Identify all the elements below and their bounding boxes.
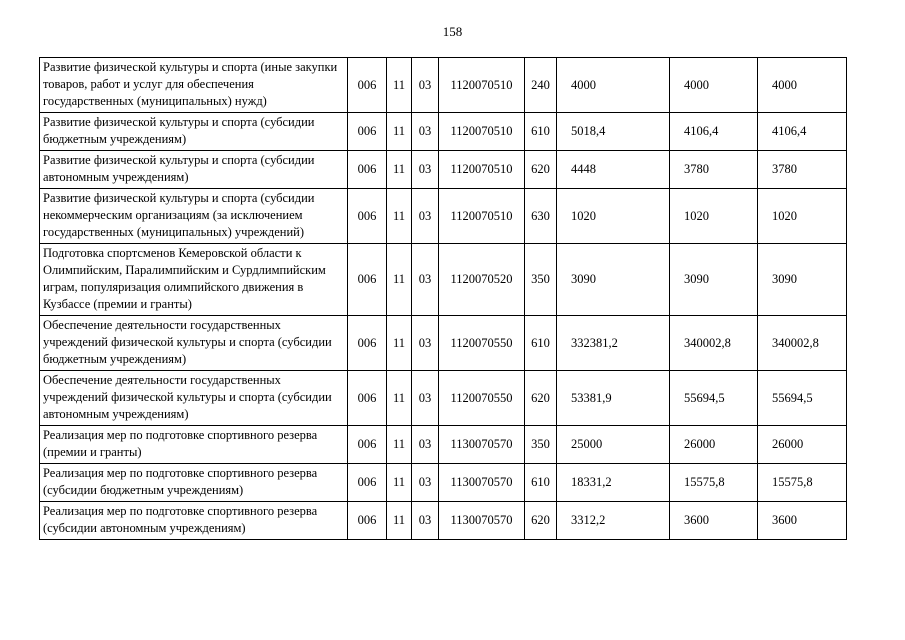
expense-name-cell: Реализация мер по подготовке спортивного резерва (премии и гранты)	[40, 426, 348, 464]
target-article-cell: 1130070570	[439, 426, 525, 464]
table-row	[40, 502, 847, 540]
ministry-code-cell: 006	[348, 189, 387, 244]
expense-name-cell: Реализация мер по подготовке спортивного резерва (субсидии автономным учреждениям)	[40, 502, 348, 540]
ministry-code-cell: 006	[348, 426, 387, 464]
subsection-code-cell: 03	[412, 426, 439, 464]
ministry-code-cell: 006	[348, 58, 387, 113]
amount-year-3-cell: 4106,4	[758, 113, 847, 151]
expense-type-cell: 620	[525, 502, 557, 540]
amount-year-3-cell: 1020	[758, 189, 847, 244]
amount-year-2-cell: 4000	[670, 58, 758, 113]
target-article-cell: 1120070510	[439, 151, 525, 189]
target-article-cell: 1130070570	[439, 502, 525, 540]
expense-name-cell: Обеспечение деятельности государственных учреждений физической культуры и спорта (субсидии автономным учреждениям)	[40, 371, 348, 426]
amount-year-3-cell: 15575,8	[758, 464, 847, 502]
section-code-cell: 11	[387, 151, 412, 189]
ministry-code-cell: 006	[348, 502, 387, 540]
expense-name-cell: Развитие физической культуры и спорта (субсидии автономным учреждениям)	[40, 151, 348, 189]
expense-type-cell: 610	[525, 464, 557, 502]
expense-type-cell: 350	[525, 426, 557, 464]
ministry-code-cell: 006	[348, 464, 387, 502]
target-article-cell: 1120070550	[439, 316, 525, 371]
amount-year-1-cell: 3090	[557, 244, 670, 316]
section-code-cell: 11	[387, 58, 412, 113]
section-code-cell: 11	[387, 464, 412, 502]
subsection-code-cell: 03	[412, 58, 439, 113]
expense-name-cell: Развитие физической культуры и спорта (субсидии некоммерческим организациям (за исключением государственных (муниципальных) учреждений)	[40, 189, 348, 244]
section-code-cell: 11	[387, 113, 412, 151]
expense-type-cell: 620	[525, 151, 557, 189]
amount-year-3-cell: 3780	[758, 151, 847, 189]
amount-year-1-cell: 4448	[557, 151, 670, 189]
subsection-code-cell: 03	[412, 371, 439, 426]
subsection-code-cell: 03	[412, 502, 439, 540]
ministry-code-cell: 006	[348, 244, 387, 316]
amount-year-3-cell: 3600	[758, 502, 847, 540]
amount-year-1-cell: 18331,2	[557, 464, 670, 502]
table-row	[40, 316, 847, 371]
section-code-cell: 11	[387, 189, 412, 244]
ministry-code-cell: 006	[348, 316, 387, 371]
table-row	[40, 151, 847, 189]
amount-year-2-cell: 340002,8	[670, 316, 758, 371]
subsection-code-cell: 03	[412, 113, 439, 151]
table-row	[40, 244, 847, 316]
section-code-cell: 11	[387, 502, 412, 540]
table-row	[40, 371, 847, 426]
expense-name-cell: Подготовка спортсменов Кемеровской области к Олимпийским, Паралимпийским и Сурдлимпийским играм, популяризация олимпийского движения в Кузбассе (премии и гранты)	[40, 244, 348, 316]
target-article-cell: 1120070510	[439, 189, 525, 244]
amount-year-1-cell: 1020	[557, 189, 670, 244]
amount-year-3-cell: 55694,5	[758, 371, 847, 426]
amount-year-1-cell: 25000	[557, 426, 670, 464]
table-row	[40, 58, 847, 113]
section-code-cell: 11	[387, 316, 412, 371]
target-article-cell: 1120070510	[439, 113, 525, 151]
target-article-cell: 1120070520	[439, 244, 525, 316]
ministry-code-cell: 006	[348, 371, 387, 426]
target-article-cell: 1120070510	[439, 58, 525, 113]
amount-year-2-cell: 55694,5	[670, 371, 758, 426]
expense-name-cell: Развитие физической культуры и спорта (субсидии бюджетным учреждениям)	[40, 113, 348, 151]
amount-year-1-cell: 3312,2	[557, 502, 670, 540]
amount-year-2-cell: 3090	[670, 244, 758, 316]
ministry-code-cell: 006	[348, 151, 387, 189]
amount-year-1-cell: 332381,2	[557, 316, 670, 371]
subsection-code-cell: 03	[412, 151, 439, 189]
table-body	[40, 58, 847, 540]
subsection-code-cell: 03	[412, 464, 439, 502]
amount-year-2-cell: 4106,4	[670, 113, 758, 151]
amount-year-1-cell: 53381,9	[557, 371, 670, 426]
expense-type-cell: 610	[525, 113, 557, 151]
budget-table	[39, 57, 847, 540]
expense-type-cell: 630	[525, 189, 557, 244]
expense-name-cell: Обеспечение деятельности государственных учреждений физической культуры и спорта (субсидии бюджетным учреждениям)	[40, 316, 348, 371]
expense-name-cell: Развитие физической культуры и спорта (иные закупки товаров, работ и услуг для обеспечения государственных (муниципальных) нужд)	[40, 58, 348, 113]
amount-year-3-cell: 26000	[758, 426, 847, 464]
expense-type-cell: 610	[525, 316, 557, 371]
amount-year-2-cell: 3780	[670, 151, 758, 189]
subsection-code-cell: 03	[412, 189, 439, 244]
expense-type-cell: 620	[525, 371, 557, 426]
expense-name-cell: Реализация мер по подготовке спортивного резерва (субсидии бюджетным учреждениям)	[40, 464, 348, 502]
subsection-code-cell: 03	[412, 316, 439, 371]
ministry-code-cell: 006	[348, 113, 387, 151]
subsection-code-cell: 03	[412, 244, 439, 316]
expense-type-cell: 240	[525, 58, 557, 113]
expense-type-cell: 350	[525, 244, 557, 316]
amount-year-2-cell: 1020	[670, 189, 758, 244]
amount-year-3-cell: 4000	[758, 58, 847, 113]
table-row	[40, 113, 847, 151]
table-row	[40, 464, 847, 502]
amount-year-3-cell: 340002,8	[758, 316, 847, 371]
section-code-cell: 11	[387, 426, 412, 464]
amount-year-2-cell: 15575,8	[670, 464, 758, 502]
table-row	[40, 426, 847, 464]
amount-year-1-cell: 4000	[557, 58, 670, 113]
section-code-cell: 11	[387, 371, 412, 426]
target-article-cell: 1130070570	[439, 464, 525, 502]
page-number: 158	[442, 24, 463, 39]
section-code-cell: 11	[387, 244, 412, 316]
target-article-cell: 1120070550	[439, 371, 525, 426]
amount-year-1-cell: 5018,4	[557, 113, 670, 151]
amount-year-2-cell: 26000	[670, 426, 758, 464]
amount-year-3-cell: 3090	[758, 244, 847, 316]
table-row	[40, 189, 847, 244]
amount-year-2-cell: 3600	[670, 502, 758, 540]
